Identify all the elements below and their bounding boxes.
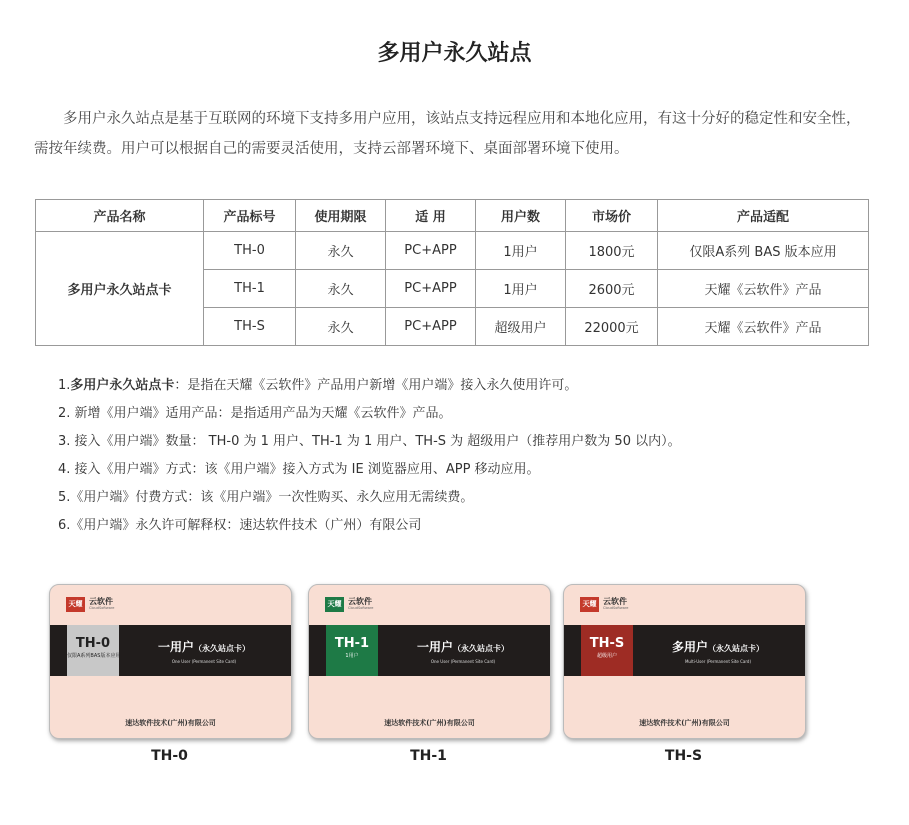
table-cell: 1800元 [566,232,658,270]
table-cell: PC+APP [386,270,476,308]
intro-paragraph: 多用户永久站点是基于互联网的环境下支持多用户应用，该站点支持远程应用和本地化应用，有这十分好的稳定性和安全性，需按年续费。用户可以根据自己的需要灵活使用，支持云部署环境下、桌面部署环境下使用。 [34,111,861,157]
card-main-subtitle: One User (Permanent Site Card) [171,659,237,664]
card-caption-th-s: TH-S [664,748,703,764]
product-card-th-1 [308,584,551,739]
note-item: 6.《用户端》永久许可解释权：速达软件技术（广州）有限公司 [58,518,422,533]
card-code-box [67,625,119,676]
table-cell: TH-S [204,308,296,346]
brand-logo: 天耀 [580,597,599,612]
card-main-label [383,638,543,655]
product-card-th-s [563,584,806,739]
card-company: 速达软件技术(广州)有限公司 [639,719,730,727]
card-label-paren: （永久站点卡） [453,644,509,653]
table-cell: 超级用户 [476,308,566,346]
note-number: 1. [58,378,71,393]
header-product-code: 产品标号 [204,200,296,232]
card-code: TH-1 [334,636,370,651]
note-item: 4. 接入《用户端》方式：该《用户端》接入方式为 IE 浏览器应用、APP 移动应用。 [58,462,540,477]
header-market-price: 市场价 [566,200,658,232]
brand-logo: 天耀 [325,597,344,612]
table-cell: TH-0 [204,232,296,270]
card-label-text: 一用户 [416,640,453,654]
brand-name: 云软件 [89,597,113,606]
brand-name: 云软件 [603,597,627,606]
card-label-paren: （永久站点卡） [708,644,764,653]
card-label-paren: （永久站点卡） [194,644,250,653]
header-user-count: 用户数 [476,200,566,232]
table-cell: 22000元 [566,308,658,346]
card-caption-th-0: TH-0 [151,748,188,764]
card-main-label [638,638,798,655]
table-cell: 天耀《云软件》产品 [658,308,869,346]
page-title: 多用户永久站点 [377,41,532,66]
notes-list [58,372,858,540]
brand-subtitle: CloudSoftware [603,606,629,610]
brand-subtitle: CloudSoftware [348,606,374,610]
card-company: 速达软件技术(广州)有限公司 [125,719,216,727]
table-cell: 2600元 [566,270,658,308]
card-code-subtitle: 1用户 [345,653,359,659]
card-code-box [581,625,633,676]
note-item: 3. 接入《用户端》数量： TH-0 为 1 用户、TH-1 为 1 用户、TH-S 为 超级用户（推荐用户数为 50 以内）。 [58,434,681,449]
header-product-name: 产品名称 [36,200,204,232]
table-cell: TH-1 [204,270,296,308]
card-caption-th-1: TH-1 [410,748,447,764]
table-cell: 永久 [296,232,386,270]
table-cell: 1用户 [476,232,566,270]
table-row [36,232,869,270]
header-applicable: 适 用 [386,200,476,232]
header-usage-period: 使用期限 [296,200,386,232]
note-bold-term: 多用户永久站点卡 [70,378,175,393]
brand-name: 云软件 [348,597,372,606]
table-cell: PC+APP [386,308,476,346]
table-cell: 天耀《云软件》产品 [658,270,869,308]
card-label-text: 多用户 [671,640,708,654]
table-cell: 永久 [296,308,386,346]
card-code: TH-S [589,636,625,651]
product-card-th-0 [49,584,292,739]
table-cell: 1用户 [476,270,566,308]
brand-subtitle: CloudSoftware [89,606,115,610]
product-name-cell: 多用户永久站点卡 [36,232,204,346]
table-cell: PC+APP [386,232,476,270]
brand-logo: 天耀 [66,597,85,612]
header-compatibility: 产品适配 [658,200,869,232]
table-cell: 仅限A系列 BAS 版本应用 [658,232,869,270]
note-text: ：是指在天耀《云软件》产品用户新增《用户端》接入永久使用许可。 [174,378,578,393]
card-code: TH-0 [75,636,111,651]
card-main-label [124,638,284,655]
table-header-row [36,200,869,232]
card-label-text: 一用户 [157,640,194,654]
note-item: 5.《用户端》付费方式：该《用户端》一次性购买、永久应用无需续费。 [58,490,474,505]
product-table [35,199,869,346]
card-code-subtitle: 超级用户 [596,653,617,659]
note-item: 2. 新增《用户端》适用产品：是指适用产品为天耀《云软件》产品。 [58,406,452,421]
card-company: 速达软件技术(广州)有限公司 [384,719,475,727]
card-main-subtitle: One User (Permanent Site Card) [430,659,496,664]
table-cell: 永久 [296,270,386,308]
card-code-box [326,625,378,676]
note-item [58,372,858,400]
card-main-subtitle: Multi-User (Permanent Site Card) [684,659,752,664]
card-code-subtitle: 仅限A系列BAS版本应用 [67,653,121,659]
